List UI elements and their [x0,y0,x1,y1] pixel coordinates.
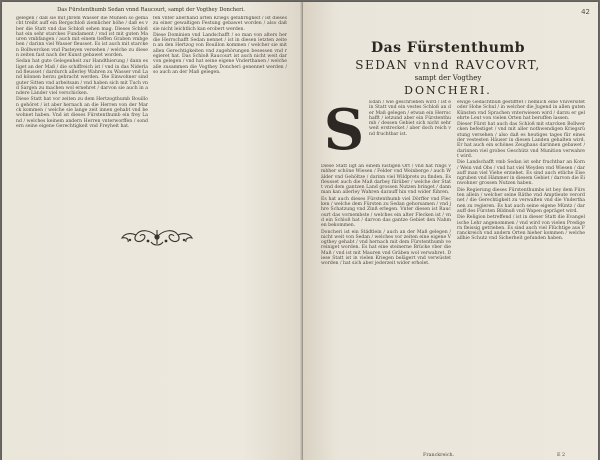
paragraph: Die Religion betreffend / ist in dieser Statt die Evangelische Lehr angenommen / vnd wird von vielen Predigern fleissig getrieben. Es sind auch viel Flüchtige aus Franckreich vnd andern Orten hieher kommen / welche allhie Schutz vnd Sicherheit gefunden haben. [457,215,585,242]
paragraph: Sedan hat gute Gelegenheit zur Handthierung / dann es liget an der Maß / die schiffreich ist / vnd in das Niderland fleusset / dardurch allerley Wahren zu Wasser vnd Land können herzu gebracht werden. Die Einwohner sind guter Sitten vnd arbeitsam / vnd haben sich mit Tuch vnd Sargen zu machen wol ernehret / darvon sie auch in andere Länder viel verschicken. [16,59,148,97]
floral-ornament-icon [120,226,194,248]
title-line-2: SEDAN vnnd RAVCOVRT, [355,58,541,72]
paragraph: Diese Statt hat vor zeiten zu dem Hertzogthumb Bouillon gehöret / ist aber hernach an die Herren von der Marck kommen / welche sie lange zeit innen gehabt vnd bewohnet haben. Vnd ist dieses Fürstenthumb ein frey Land / welches keinem andern Herren vnterworffen / sondern seine eigene Gerechtigkeit vnd Freyheit hat. [16,97,148,129]
paragraph: gelegen / daß sie mit jhrem Wasser die Mühlen so gemacht treibt auff ein Bergschloß ziemlicher höhe / daß es vber die Statt vnd das Schloß sehen mag. Dieses Schloß hat ein sehr starckes Fundament / vnd ist mit guten Mauren vmbfangen / auch mit einem tieffen Graben vmbgeben / darinn viel Wasser fleusset. Es ist auch mit starcken Bollwercken vnd Pasteyen versehen / welche zu diesen zeiten fast nach der Kunst gebawet worden. [16,16,148,59]
paragraph: Edan / wie geschrieben wird / ist ein Statt vnd ein vestes Schloß an der Maß gelegen / etwan ein Herrschafft / ietzund aber ein Fürstenthumb / dessen Gebiet sich nicht sehr weit erstrecket / aber doch reich vnd fruchtbar ist. [369,100,451,137]
right-page-column-2 [457,100,585,452]
page-number: 42 [581,8,590,16]
paragraph: fen vnter allerhand arten Kriegs gefährligkeit / ist dieses zu einer gewaltigen Festung gebawet worden / also daß sie nicht leichtlich kan erobert werden. [153,16,287,32]
running-head: Das Fürstenthumb Sedan vnnd Raucourt, sampt der Vogthey Doncheri. [57,7,245,13]
left-page-column-1 [16,16,148,220]
right-page-column-1-beside-initial [369,100,451,162]
title-line-1: Das Fürstenthumb [370,40,526,56]
paragraph: Diese Dominien vnd Landschafft / so man von alters her die Herrschafft Sedan nennet / ist in diesen letzten zeiten an den Hertzog von Bouillon kommen / welcher sie mit allen Gerechtigkeiten vnd zugehörungen besessen vnd regieret hat. Das Schloß Raucourt ist auch nicht weit darvon gelegen / vnd hat seine eigene Vnderthanen / welche alle zusammen die Vogthey Doncheri genennet werden / so auch an der Maß gelegen. [153,32,287,75]
left-page-column-2 [153,16,287,114]
title-line-4: DONCHERI. [404,84,492,97]
paragraph: Doncheri ist ein Städtlein / auch an der Maß gelegen / nicht weit von Sedan / welches vor zeiten eine eigene Vogthey gehabt / vnd hernach mit dem Fürstenthumb vereiniget worden. Es hat eine steinerne Brücke vber die Maß / vnd ist mit Mauren vnd Gräben wol verwahret. Diese Statt ist in vielen Kriegen belägert vnd verwüstet worden / hat sich aber jederzeit wider erholet. [321,229,451,267]
title-line-3: sampt der Vogthey [414,74,482,82]
paragraph: Dieser Fürst hat auch das Schloß mit starcken Bollwercken befestiget / vnd mit aller nothwendigen Kriegsrüstung versehen / also daß es heutiges tages für eines der vestesten Häuser in diesen Landen gehalten wird. Er hat auch ein schönes Zeughaus darinnen gebawet / darinnen viel grobes Geschütz vnd Munition verwahret wird. [457,122,585,159]
right-page-column-1 [321,164,451,454]
paragraph: ewige Gedächtnuß gestifftet / nemlich eine Vniversitet oder Hohe Schul / in welcher die Jugend in allen guten Künsten vnd Sprachen vnterwiesen wird / darzu er gelehrte Leut von vielen Orten hat beruffen lassen. [457,100,585,121]
paragraph: Diese Statt ligt an einem lustigen Ort / vnd hat rings vmbher schöne Wiesen / Felder vnd Weinberge / auch Wälder vnd Gehöltze / darinn viel Wildprets zu finden. Es fleusset auch die Maß darbey fürüber / welche der Statt vnd dem gantzen Land grossen Nutzen bringet / dann man kan allerley Wahren darauff hin vnd wider führen. [321,164,451,196]
paragraph: Es hat auch dieses Fürstenthumb viel Dörffer vnd Flecken / welche dem Fürsten zu Sedan gehorsamen / vnd jhre Schatzung vnd Zinß erlegen. Vnter diesen ist Raucourt das vornembste / welches ein alter Flecken ist / vnd ein Schloß hat / darvon das gantze Gebiet den Nahmen bekommen. [321,196,451,229]
paragraph: Die Regierung dieses Fürstenthumbs ist bey dem Fürsten allein / welcher seine Räthe vnd Amptleute verordnet / die Gerechtigkeit zu verwalten vnd die Vnderthanen zu regieren. Es hat auch seine eigene Müntz / darauff des Fürsten Bildnuß vnd Wapen gepräget wird. [457,187,585,214]
decorated-initial: S [323,97,365,163]
catchword: Franckreich. [423,453,455,458]
paragraph: Die Landschafft vmb Sedan ist sehr fruchtbar an Korn / Wein vnd Obs / vnd hat viel Weyden vnd Wiesen / darauff man viel Viehe erziehet. Es sind auch etliche Eisengruben vnd Hämmer in diesem Gebiet / darvon die Einwohner grossen Nutzen haben. [457,160,585,187]
left-page [2,2,303,460]
right-page [303,2,598,460]
signature-mark: E 2 [557,453,566,458]
